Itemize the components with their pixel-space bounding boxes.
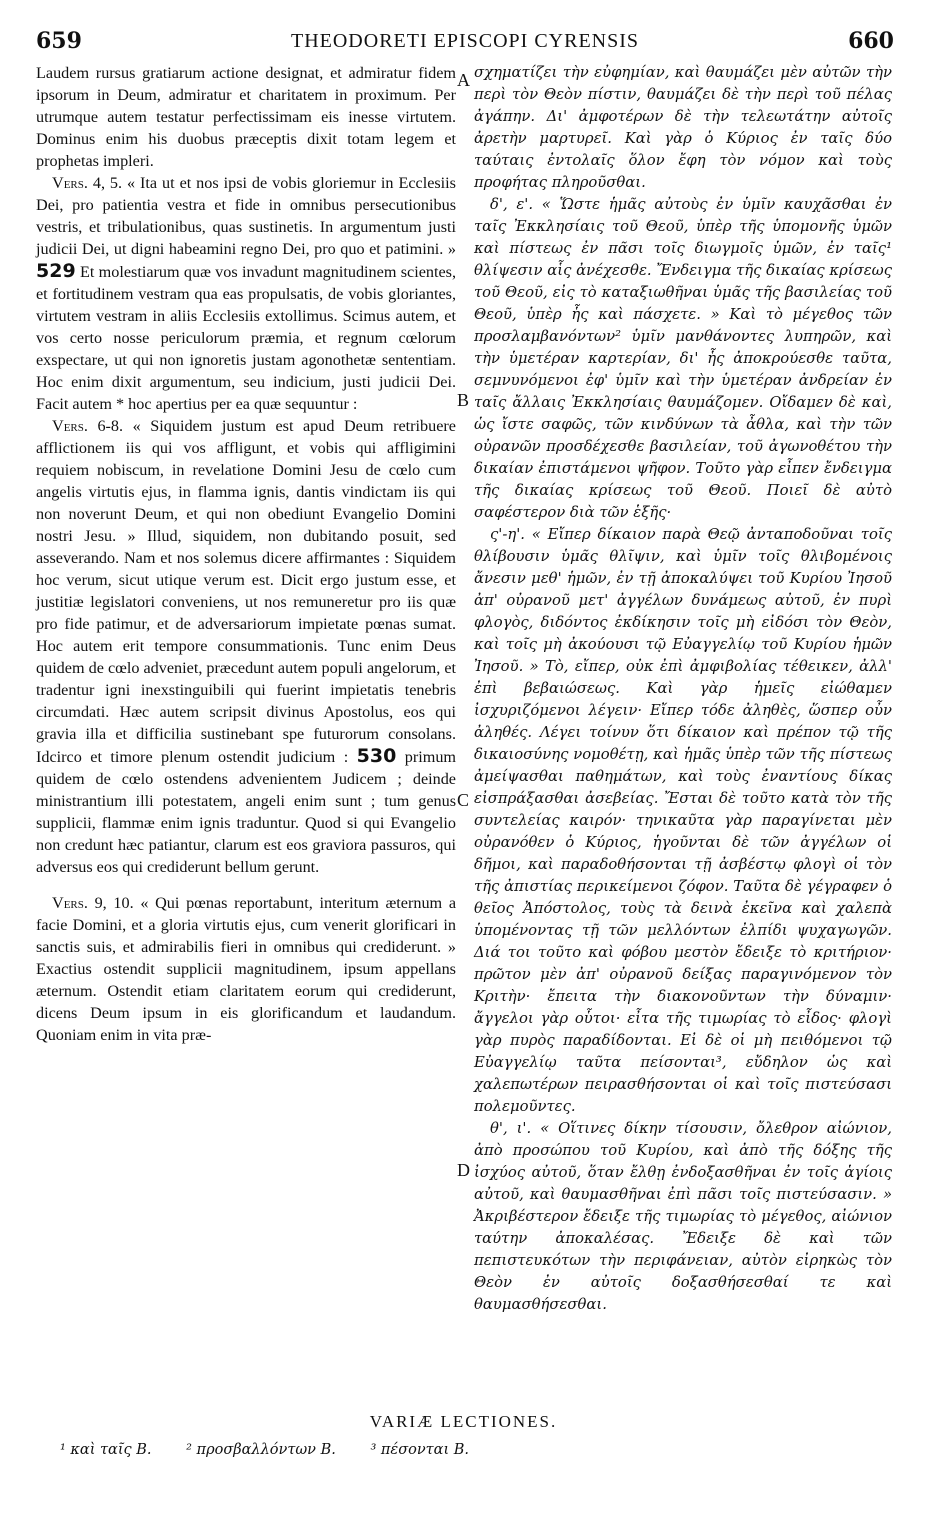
margin-letter-d: D xyxy=(457,1160,470,1180)
latin-paragraph-4 xyxy=(36,892,456,1046)
variant-note: ² προσβαλλόντων B. xyxy=(186,1442,336,1458)
latin-text: « Qui pœnas reportabunt, interitum æternum a facie Domini, et a gloria virtutis ejus, cum venerit glorificari in sanctis suis, et admirabilis fieri in omnibus qui crediderunt. » Exactius ostendit supplicii magnitudinem, ipsum appellans æternum. Ostendit etiam claritatem eorum qui crediderunt, dicens Deum ipsum in eis glorificandum et laudandum. Quoniam enim in vita præ- xyxy=(36,894,457,1044)
latin-text: primum quidem de cœlo ostendens advenientem Judicem ; deinde ministrantium illi potestatem, angeli enim sunt ; tum genus supplicii, flammæ enim ignis traduntur. Quod si qui Evangelio non credunt hæc patiantur, clarum est eos graviora passuros, qui adversus eos qui crediderunt bellum gerunt. xyxy=(36,748,457,876)
greek-paragraph-4: θ', ι'. « Οἵτινες δίκην τίσουσιν, ὄλεθρον αἰώνιον, ἀπὸ προσώπου τοῦ Κυρίου, καὶ ἀπὸ τῆς δόξης τῆς ἰσχύος αὐτοῦ, ὅταν ἔλθῃ ἐνδοξασθῆναι ἐν τοῖς ἁγίοις αὐτοῦ, καὶ θαυμασθῆναι ἐπὶ πᾶσι τοῖς πιστεύσασιν. » Ἀκριβέστερον ἔδειξε τῆς τιμωρίας τὸ μέγεθος, αἰώνιον ταύτην ἀποκαλέσας. Ἔδειξε δὲ καὶ τῶν πεπιστευκότων τὴν περιφάνειαν, αὐτὸν εἰρηκὼς τὸν Θεὸν ἐν αὐτοῖς δοξασθήσεσθαί τε καὶ θαυμασθήσεσθαι. xyxy=(474,1120,892,1313)
latin-text: « Ita ut et nos ipsi de vobis gloriemur in Ecclesiis Dei, pro patientia vestra et fide in omnibus persecutionibus vestris, et tribulationibus, quas sustinetis. In argumentum justi judicii Dei, ut digni habeamini regno Dei, pro quo et patimini. » xyxy=(36,174,456,258)
latin-text: « Siquidem justum est apud Deum retribuere afflictionem iis qui vos affligunt, et vobis qui affligimini requiem nobiscum, in revelatione Domini Jesu de cœlo cum angelis virtutis ejus, in flamma ignis, dantis vindictam iis qui non noverunt Deum, et qui non obediunt Evangelio Domini nostri Jesu. » Illud, siquidem, non dubitando posuit, sed asseverando. Nam et nos solemus dicere affirmantes : Siquidem hoc verum, sicut utique verum est. Dicit ergo justum esse, et justitiæ legislatori conveniens, ut nos remuneretur pro iis quæ pro fide patimur, et de adversariorum impietate pœnas sumat. Hoc autem erit tempore consummationis. Tunc enim Deus quidem de cœlo adveniet, præcedunt autem populi angelorum, et tradentur igni inexstinguibili qui fuerint impietatis tenebris circumdati. Hæc autem scripsit divinus Apostolus, eos qui gravia illa et difficilia sustinebant spe futurorum consolans. Idcirco et timore plenum ostendit judicium : xyxy=(36,417,456,766)
verse-ref: Vers. 6-8. xyxy=(52,417,124,435)
margin-letter-c: C xyxy=(457,790,470,810)
latin-paragraph-1: Laudem rursus gratiarum actione designat, et admiratur fidem ipsorum in Deum, admiratur et charitatem in proximum. Per utrumque autem testatur perfectissimam eis inesse virtutem. Dominus enim his duobus præceptis dixit totam legem et prophetas impleri. xyxy=(36,64,456,170)
latin-column xyxy=(36,62,456,1046)
latin-paragraph-3 xyxy=(36,415,456,878)
variant-note: ³ πέσονται B. xyxy=(370,1442,470,1458)
margin-letter-b: B xyxy=(457,390,470,410)
running-title: THEODORETI EPISCOPI CYRENSIS xyxy=(290,30,640,52)
verse-ref: Vers. 4, 5. xyxy=(52,174,123,192)
page-number-left: 659 xyxy=(36,28,82,54)
greek-column xyxy=(474,62,892,1316)
variant-notes xyxy=(60,1442,880,1458)
page-header xyxy=(36,28,894,60)
verse-ref: Vers. 9, 10. xyxy=(52,894,134,912)
greek-paragraph-3: ς'-η'. « Εἴπερ δίκαιον παρὰ Θεῷ ἀνταποδοῦναι τοῖς θλίβουσιν ὑμᾶς θλῖψιν, καὶ ὑμῖν τοῖς θλιβομένοις ἄνεσιν μεθ' ἡμῶν, ἐν τῇ ἀποκαλύψει τοῦ Κυρίου Ἰησοῦ ἀπ' οὐρανοῦ μετ' ἀγγέλων δυνάμεως αὐτοῦ, ἐν πυρὶ φλογὸς, διδόντος ἐκδίκησιν τοῖς μὴ εἰδόσι τὸν Θεὸν, καὶ τοῖς μὴ ἀκούουσι τῷ Εὐαγγελίῳ τοῦ Κυρίου ἡμῶν Ἰησοῦ. » Τὸ, εἴπερ, οὐκ ἐπὶ ἀμφιβολίας τέθεικεν, ἀλλ' ἐπὶ βεβαιώσεως. Καὶ γὰρ ἡμεῖς εἰώθαμεν ἰσχυριζόμενοι λέγειν· Εἴπερ τόδε ἀληθὲς, ὥσπερ οὖν ἀληθές. Λέγει τοίνυν ὅτι δίκαιον καὶ πρέπον τῷ τῆς δικαιοσύνης νομοθέτῃ, καὶ ἡμᾶς ὑπὲρ τῶν τῆς πίστεως ἀμείψασθαι παθημάτων, καὶ τοὺς ἐναντίους δίκας εἰσπράξασθαι ἀσεβείας. Ἔσται δὲ τοῦτο κατὰ τὸν τῆς συντελείας καιρόν· τηνικαῦτα γὰρ παραγίνεται μὲν οὐρανόθεν ὁ Κύριος, ἡγοῦνται δὲ τῶν ἀγγέλων οἱ δῆμοι, καὶ παραδοθήσονται τῇ ἀσβέστῳ φλογὶ οἱ τὸν τῆς ἀπιστίας περικείμενοι ζόφον. Ταῦτα δὲ γέγραφεν ὁ θεῖος Ἀπόστολος, τοὺς τὰ δεινὰ ἐκεῖνα καὶ χαλεπὰ ὑπομένοντας τῇ τῶν μελλόντων ἐλπίδι ψυχαγωγῶν. Διά τοι τοῦτο καὶ φόβου μεστὸν ἔδειξε τὸ κριτήριον· πρῶτον μὲν ἀπ' οὐρανοῦ δείξας παραγινόμενον τὸν Κριτὴν· ἔπειτα τὴν διακονοῦντων τὴν δύναμιν· ἄγγελοι γὰρ οὗτοι· εἶτα τῆς τιμωρίας τὸ εἶδος· φλογὶ γὰρ πυρὸς παραδίδονται. Εἰ δὲ οἱ μὴ πειθόμενοι τῷ Εὐαγγελίῳ ταῦτα πείσονται³, εὔδηλον ὡς καὶ χαλεπωτέρων πειρασθήσονται οἱ καὶ τοῖς πιστεύσασι πολεμοῦντες. xyxy=(474,526,892,1115)
page-number-right: 660 xyxy=(848,28,894,54)
column-number: 530 xyxy=(356,745,397,767)
variant-note: ¹ καὶ ταῖς B. xyxy=(60,1442,152,1458)
margin-letter-a: A xyxy=(457,70,470,90)
latin-text: Et molestiarum quæ vos invadunt magnitudinem scientes, et fortitudinem vestram qua eas propulsatis, de vobis gloriantes, virtutem vestram in aliis Ecclesiis extollimus. Scimus autem, et vos certo nosse periculorum præmia, et regnum cœlorum exspectare, ut qui non ignoretis justam agonothetæ sententiam. Hoc enim dixit argumentum, seu indicium, justi judicii Dei. Facit autem * hoc apertius per ea quæ sequuntur : xyxy=(36,263,457,413)
greek-paragraph-1: σχηματίζει τὴν εὐφημίαν, καὶ θαυμάζει μὲν αὐτῶν τὴν περὶ τὸν Θεὸν πίστιν, θαυμάζει δὲ τὴν περὶ τοῦ πέλας ἀγάπην. Δι' ἀμφοτέρων δὲ τὴν τελεωτάτην αὐτοῖς ἀρετὴν μαρτυρεῖ. Καὶ γὰρ ὁ Κύριος ἐν ταῖς δύο ταύταις ἐντολαῖς ὅλον ἔφη τὸν νόμον καὶ τοὺς προφήτας πληροῦσθαι. xyxy=(474,64,892,191)
latin-paragraph-2 xyxy=(36,172,456,415)
variae-lectiones-heading: VARIÆ LECTIONES. xyxy=(369,1412,558,1431)
greek-paragraph-2: δ', ε'. « Ὥστε ἡμᾶς αὐτοὺς ἐν ὑμῖν καυχᾶσθαι ἐν ταῖς Ἐκκλησίαις τοῦ Θεοῦ, ὑπὲρ τῆς ὑπομονῆς ὑμῶν καὶ πίστεως ἐν πᾶσι τοῖς διωγμοῖς ὑμῶν, ἐν ταῖς¹ θλίψεσιν αἷς ἀνέχεσθε. Ἔνδειγμα τῆς δικαίας κρίσεως τοῦ Θεοῦ, εἰς τὸ καταξιωθῆναι ὑμᾶς τῆς βασιλείας τοῦ Θεοῦ, ὑπὲρ ἧς καὶ πάσχετε. » Καὶ τὸ μέγεθος τῶν προσλαμβανόντων² ὑμῖν μανθάνοντες λυπηρῶν, καὶ τὴν ὑμετέραν καρτερίαν, δι' ἧς ἀποκρούεσθε ταῦτα, σεμνυνόμενοι ἐφ' ὑμῖν καὶ τὴν ὑμετέραν ἀνδρείαν ἐν ταῖς ἄλλαις Ἐκκλησίαις θαυμάζομεν. Οἴδαμεν δὲ καὶ, ὡς ἴστε σαφῶς, τῶν κινδύνων τὰ ἆθλα, καὶ τὴν τῶν οὐρανῶν προσδέχεσθε βασιλείαν, τοῦ ἀγωνοθέτου τὴν δικαίαν ἐπιστάμενοι ψῆφον. Τοῦτο γὰρ εἶπεν ἔνδειγμα τῆς δικαίας κρίσεως τοῦ Θεοῦ. Ποιεῖ δὲ αὐτὸ σαφέστερον διὰ τῶν ἑξῆς· xyxy=(474,196,892,521)
column-number: 529 xyxy=(36,260,76,282)
